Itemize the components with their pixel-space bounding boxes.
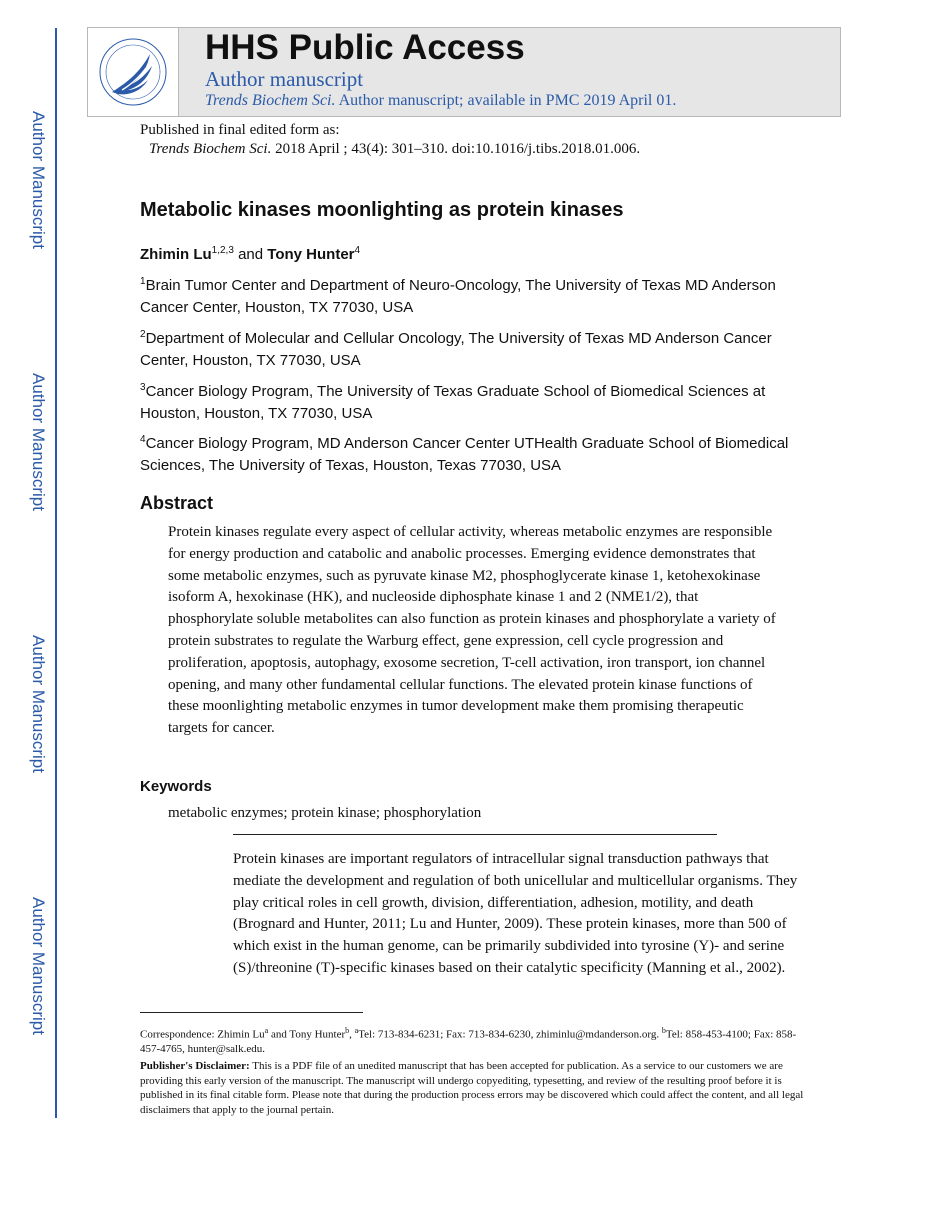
keywords-heading: Keywords xyxy=(140,778,212,795)
abstract-heading: Abstract xyxy=(140,493,214,513)
article-title: Metabolic kinases moonlighting as protein kinases xyxy=(140,199,624,221)
correspondence-note: Correspondence: Zhimin Lu$^a$ and Tony Hunter$^b$, $^a$Tel: 713-834-6231; Fax: 713-834-6230, zhiminlu@mdanderson.org. $^b$Tel: 858-453-4100; Fax: 858-457-4765, hunter@salk.edu. xyxy=(140,1026,797,1056)
availability-line: Trends Biochem Sci. Author manuscript; available in PMC 2019 April 01. xyxy=(205,92,677,109)
citation-line: Trends Biochem Sci. 2018 April ; 43(4): 301–310. doi:10.1016/j.tibs.2018.01.006. xyxy=(149,141,641,157)
intro-paragraph: Protein kinases are important regulators of intracellular signal transduction pathways that mediate the development and regulation of both unicellular and multicellular organisms. They play critical roles in cell growth, division, differentiation, adhesion, motility, and death (Brognard and Hunter, 2011; Lu and Hunter, 2009). These protein kinases, more than 500 of which exist in the human genome, can be primarily subdivided into tyrosine (Y)- and serine (S)/threonine (T)-specific kinases based on their catalytic specificity (Manning et al., 2002). xyxy=(233,851,798,976)
author-list: Zhimin Lu$^{1,2,3}$ and Tony Hunter$^4$ xyxy=(140,245,361,263)
keywords-text: metabolic enzymes; protein kinase; phosphorylation xyxy=(168,805,482,821)
publisher-disclaimer: Publisher's Disclaimer: This is a PDF file of an unedited manuscript that has been accepted for publication. As a service to our customers we are providing this early version of the manuscript. The manuscript will undergo copyediting, typesetting, and review of the resulting proof before it is published in its final citable form. Please note that during the production process errors may be discovered which could affect the content, and all legal disclaimers that apply to the journal pertain. xyxy=(140,1060,804,1116)
hhs-seal-logo xyxy=(88,28,179,116)
affiliation-1: $^1$Brain Tumor Center and Department of Neuro-Oncology, The University of Texas MD Anderson Cancer Center, Houston, TX 77030, USA xyxy=(140,276,776,316)
affiliation-4: $^4$Cancer Biology Program, MD Anderson Cancer Center UTHealth Graduate School of Biomedical Sciences, The University of Texas, Houston, Texas 77030, USA xyxy=(140,434,789,474)
hhs-header xyxy=(87,27,841,117)
abstract-text: Protein kinases regulate every aspect of cellular activity, whereas metabolic enzymes are responsible for energy production and catabolic and anabolic processes. Emerging evidence demonstrates that some metabolic enzymes, such as pyruvate kinase M2, phosphoglycerate kinase 1, ketohexokinase isoform A, hexokinase (HK), and nucleoside diphosphate kinase 1 and 2 (NME1/2), that phosphorylate soluble metabolites can also function as protein kinases and phosphorylate a variety of protein substrates to regulate the Warburg effect, gene expression, cell cycle progression and proliferation, apoptosis, autophagy, exosome secretion, T-cell activation, iron transport, ion channel opening, and many other fundamental cellular functions. The elevated protein kinase functions of these moonlighting metabolic enzymes in tumor development make them promising therapeutic targets for cancer. xyxy=(168,524,776,737)
author-name: Tony Hunter xyxy=(267,246,355,263)
author-manuscript-label: Author manuscript xyxy=(205,67,364,91)
section-divider xyxy=(233,834,717,835)
affiliation-3: $^3$Cancer Biology Program, The University of Texas Graduate School of Biomedical Sciences at Houston, Houston, TX 77030, USA xyxy=(140,382,766,422)
footnote-divider xyxy=(140,1012,363,1013)
affiliation-2: $^2$Department of Molecular and Cellular Oncology, The University of Texas MD Anderson Cancer Center, Houston, TX 77030, USA xyxy=(140,329,772,369)
sidebar-rule xyxy=(55,28,57,1118)
published-label: Published in final edited form as: xyxy=(140,122,340,138)
author-name: Zhimin Lu xyxy=(140,246,212,263)
hhs-title: HHS Public Access xyxy=(205,28,525,67)
